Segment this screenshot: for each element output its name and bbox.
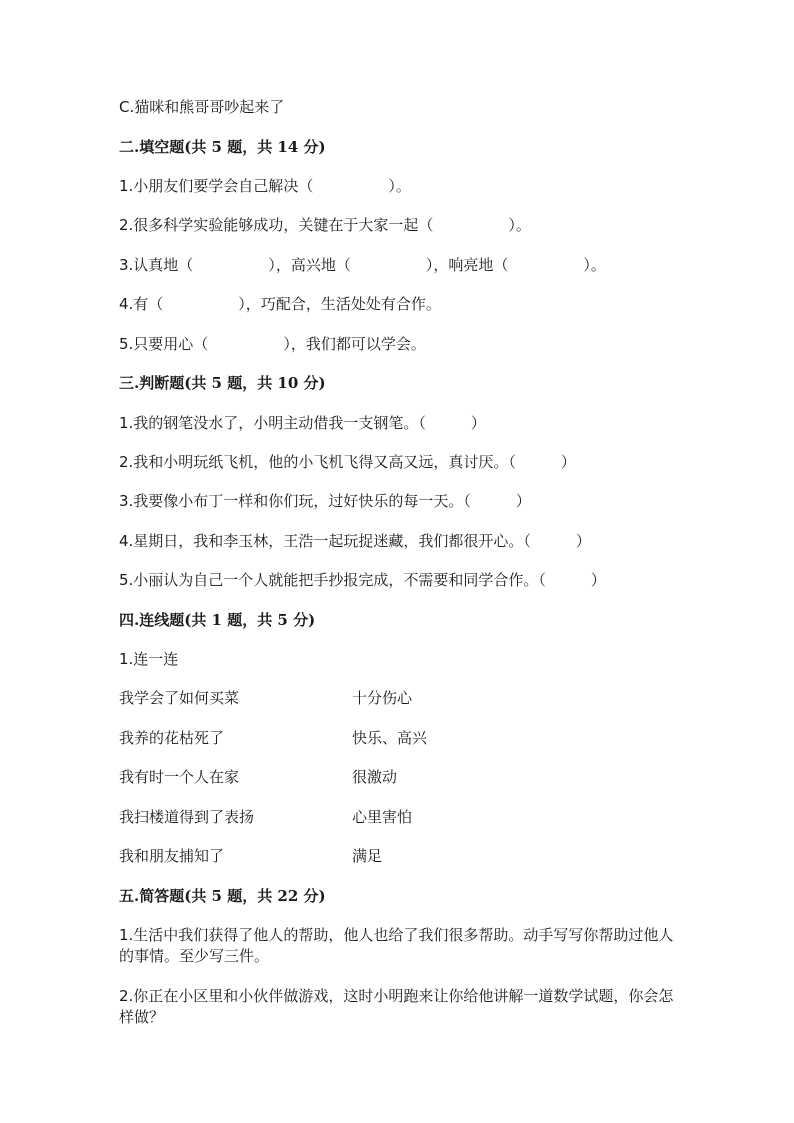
fill-blank-question-3: 3.认真地（ ），高兴地（ ），响亮地（ ）。 (119, 256, 606, 274)
true-false-question-5: 5.小丽认为自己一个人就能把手抄报完成，不需要和同学合作。（ ） (119, 571, 606, 589)
section-heading-true-false: 三.判断题(共 5 题，共 10 分) (119, 374, 326, 392)
short-answer-question-2: 2.你正在小区里和小伙伴做游戏，这时小明跑来让你给他讲解一道数学试题，你会怎样做？ (119, 987, 674, 1026)
fill-blank-question-2: 2.很多科学实验能够成功，关键在于大家一起（ ）。 (119, 216, 531, 234)
true-false-question-2: 2.我和小明玩纸飞机，他的小飞机飞得又高又远，真讨厌。（ ） (119, 453, 576, 471)
section-heading-fill-blank: 二.填空题(共 5 题，共 14 分) (119, 138, 326, 156)
matching-question: 1.连一连 (119, 650, 179, 668)
fill-blank-question-4: 4.有（ ），巧配合，生活处处有合作。 (119, 295, 441, 313)
option-c: C.猫咪和熊哥哥吵起来了 (119, 98, 285, 116)
matching-left-item: 我和朋友捕知了 (119, 847, 225, 865)
matching-left-item: 我养的花枯死了 (119, 729, 225, 747)
matching-right-item: 快乐、高兴 (352, 729, 428, 747)
true-false-question-4: 4.星期日，我和李玉林，王浩一起玩捉迷藏，我们都很开心。（ ） (119, 532, 591, 550)
section-heading-short-answer: 五.简答题(共 5 题，共 22 分) (119, 887, 326, 905)
short-answer-question-1: 1.生活中我们获得了他人的帮助，他人也给了我们很多帮助。动手写写你帮助过他人的事情。至少写三件。 (119, 926, 674, 965)
fill-blank-question-5: 5.只要用心（ ），我们都可以学会。 (119, 335, 426, 353)
matching-left-item: 我有时一个人在家 (119, 768, 240, 786)
true-false-question-1: 1.我的钢笔没水了，小明主动借我一支钢笔。（ ） (119, 414, 486, 432)
true-false-question-3: 3.我要像小布丁一样和你们玩，过好快乐的每一天。（ ） (119, 492, 531, 510)
section-heading-matching: 四.连线题(共 1 题，共 5 分) (119, 611, 316, 629)
matching-right-item: 心里害怕 (352, 808, 413, 826)
matching-right-item: 满足 (352, 847, 383, 865)
fill-blank-question-1: 1.小朋友们要学会自己解决（ ）。 (119, 177, 411, 195)
matching-left-item: 我学会了如何买菜 (119, 689, 240, 707)
matching-left-item: 我扫楼道得到了表扬 (119, 808, 255, 826)
matching-right-item: 很激动 (352, 768, 398, 786)
matching-right-item: 十分伤心 (352, 689, 413, 707)
